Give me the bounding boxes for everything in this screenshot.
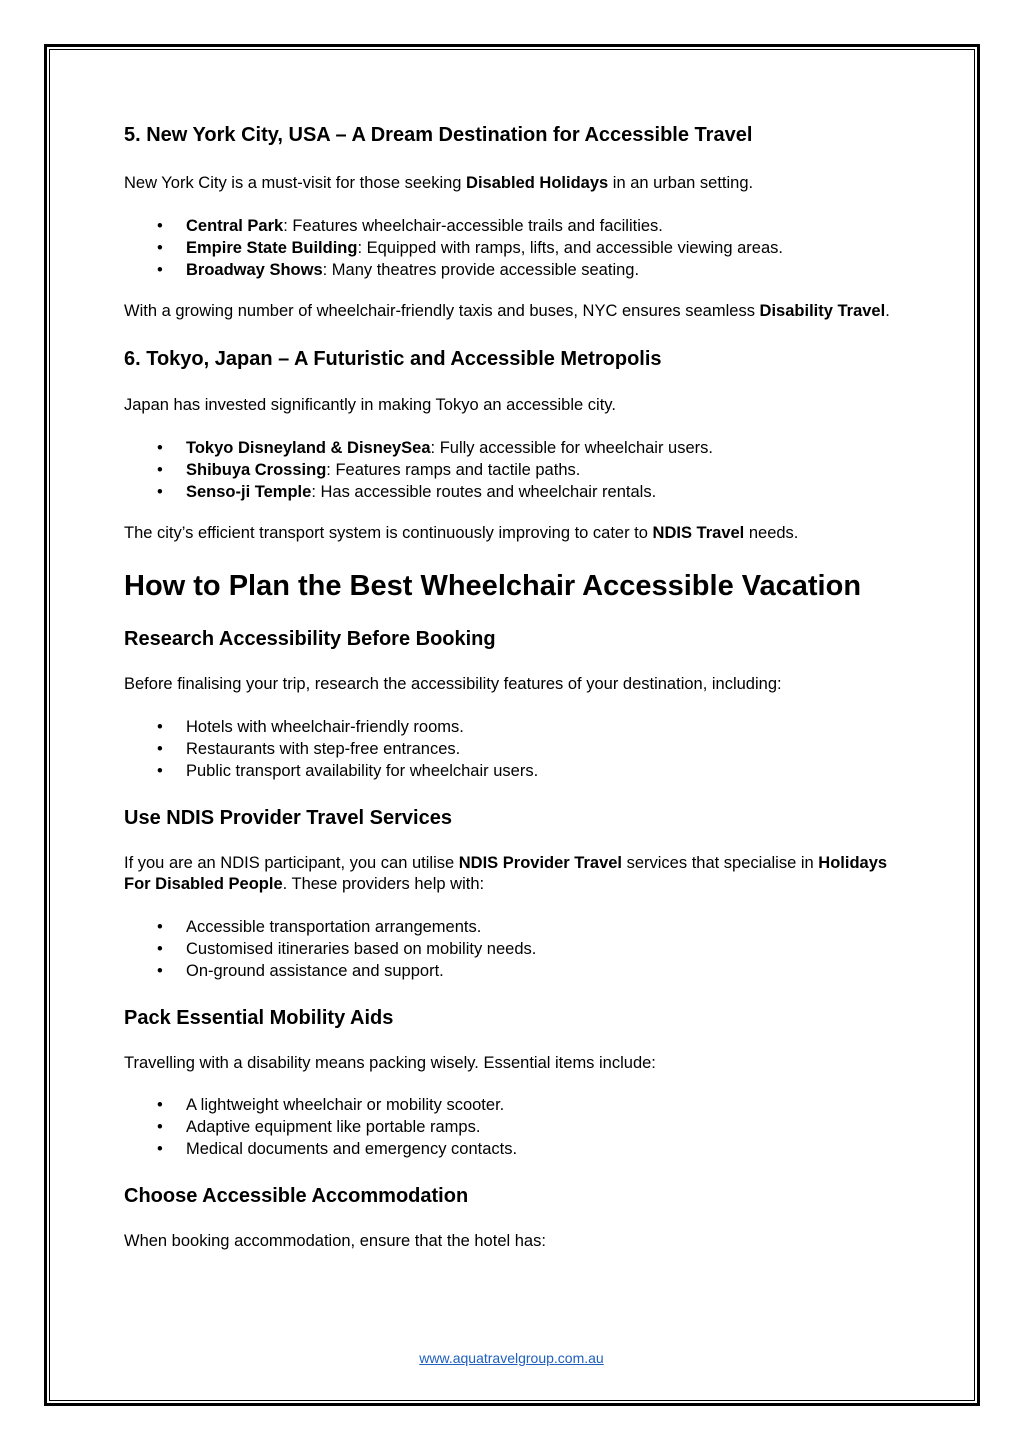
list-item-text: Hotels with wheelchair-friendly rooms. — [186, 717, 464, 736]
list-item-text: Accessible transportation arrangements. — [186, 917, 482, 936]
list-item — [124, 481, 899, 503]
section-5-closing-end: . — [885, 301, 890, 320]
section-6-closing-bold: NDIS Travel — [652, 523, 745, 542]
list-item-text: Restaurants with step-free entrances. — [186, 739, 461, 758]
section-5-intro — [124, 173, 899, 195]
section-5-closing-text: With a growing number of wheelchair-friendly taxis and buses, NYC ensures seamless — [124, 301, 760, 320]
list-item — [124, 916, 899, 938]
section-5-closing — [124, 301, 899, 323]
website-link[interactable]: www.aquatravelgroup.com.au — [419, 1350, 604, 1366]
document-body — [124, 122, 899, 1253]
section-6-heading: 6. Tokyo, Japan – A Futuristic and Accessible Metropolis — [124, 348, 662, 370]
list-item — [124, 459, 899, 481]
bullet-icon: • — [157, 482, 163, 501]
accommodation-intro: When booking accommodation, ensure that the hotel has: — [124, 1232, 546, 1250]
list-item-bold: Shibuya Crossing — [186, 460, 327, 479]
list-item-bold: Central Park — [186, 216, 284, 235]
bullet-icon: • — [157, 739, 163, 758]
pack-heading: Pack Essential Mobility Aids — [124, 1006, 394, 1029]
section-5-heading: 5. New York City, USA – A Dream Destination for Accessible Travel — [124, 124, 753, 146]
bullet-icon: • — [157, 438, 163, 457]
list-item — [124, 437, 899, 459]
ndis-intro-text: If you are an NDIS participant, you can utilise — [124, 853, 459, 872]
list-item-text: Adaptive equipment like portable ramps. — [186, 1118, 481, 1136]
accommodation-heading: Choose Accessible Accommodation — [124, 1185, 469, 1207]
list-item-bold: Tokyo Disneyland & DisneySea — [186, 438, 431, 457]
list-item — [124, 738, 899, 760]
list-item — [124, 960, 899, 982]
bullet-icon: • — [157, 717, 163, 736]
list-item-text: Customised itineraries based on mobility needs. — [186, 939, 537, 958]
section-5-closing-bold: Disability Travel — [759, 301, 886, 320]
list-item-text: A lightweight wheelchair or mobility scooter. — [186, 1096, 505, 1114]
plan-heading: How to Plan the Best Wheelchair Accessible Vacation — [124, 570, 862, 602]
bullet-icon: • — [157, 917, 163, 936]
section-6-closing-text: The city’s efficient transport system is continuously improving to cater to — [124, 523, 653, 542]
page-footer — [0, 1350, 1023, 1366]
section-6-closing — [124, 523, 899, 545]
list-item — [124, 1138, 899, 1160]
bullet-icon: • — [157, 460, 163, 479]
list-item-text: : Features ramps and tactile paths. — [326, 460, 581, 479]
ndis-intro-bold-1: NDIS Provider Travel — [458, 853, 623, 872]
list-item — [124, 1094, 899, 1116]
list-item-bold: Broadway Shows — [186, 260, 323, 279]
list-item-text: : Equipped with ramps, lifts, and accessible viewing areas. — [357, 238, 783, 257]
section-6-closing-end: needs. — [744, 523, 799, 542]
bullet-icon: • — [157, 961, 163, 980]
ndis-intro — [124, 853, 899, 896]
section-5-intro-bold: Disabled Holidays — [466, 174, 609, 192]
ndis-intro-bold-2: Holidays For Disabled People — [124, 853, 888, 893]
list-item-bold: Senso-ji Temple — [186, 482, 312, 501]
section-5-list — [124, 215, 899, 281]
pack-intro: Travelling with a disability means packing wisely. Essential items include: — [124, 1053, 656, 1072]
list-item-text: : Features wheelchair-accessible trails and facilities. — [283, 216, 663, 235]
section-6-intro: Japan has invested significantly in making Tokyo an accessible city. — [124, 396, 616, 414]
list-item — [124, 760, 899, 782]
ndis-intro-text-2: services that specialise in — [622, 853, 819, 872]
list-item — [124, 938, 899, 960]
bullet-icon: • — [157, 1096, 163, 1114]
research-intro: Before finalising your trip, research the accessibility features of your destination, including: — [124, 675, 782, 693]
list-item-text: Public transport availability for wheelchair users. — [186, 761, 539, 780]
bullet-icon: • — [157, 238, 163, 257]
research-list — [124, 716, 899, 782]
list-item-bold: Empire State Building — [186, 238, 358, 257]
ndis-heading: Use NDIS Provider Travel Services — [124, 806, 452, 829]
list-item — [124, 259, 899, 281]
list-item — [124, 237, 899, 259]
list-item-text: Medical documents and emergency contacts. — [186, 1140, 518, 1158]
bullet-icon: • — [157, 1140, 163, 1158]
section-5-intro-text: New York City is a must-visit for those seeking — [124, 174, 467, 192]
list-item-text: On-ground assistance and support. — [186, 961, 444, 980]
list-item-text: : Many theatres provide accessible seating. — [322, 260, 640, 279]
list-item — [124, 215, 899, 237]
list-item-text: : Fully accessible for wheelchair users. — [430, 438, 713, 457]
list-item — [124, 1116, 899, 1138]
section-6-list — [124, 437, 899, 503]
pack-list — [124, 1094, 899, 1160]
ndis-list — [124, 916, 899, 982]
bullet-icon: • — [157, 1118, 163, 1136]
list-item-text: : Has accessible routes and wheelchair rentals. — [311, 482, 657, 501]
research-heading: Research Accessibility Before Booking — [124, 628, 496, 650]
section-5-intro-end: in an urban setting. — [608, 174, 754, 192]
bullet-icon: • — [157, 761, 163, 780]
ndis-intro-text-3: . These providers help with: — [282, 875, 485, 893]
bullet-icon: • — [157, 260, 163, 279]
list-item — [124, 716, 899, 738]
bullet-icon: • — [157, 216, 163, 235]
bullet-icon: • — [157, 939, 163, 958]
